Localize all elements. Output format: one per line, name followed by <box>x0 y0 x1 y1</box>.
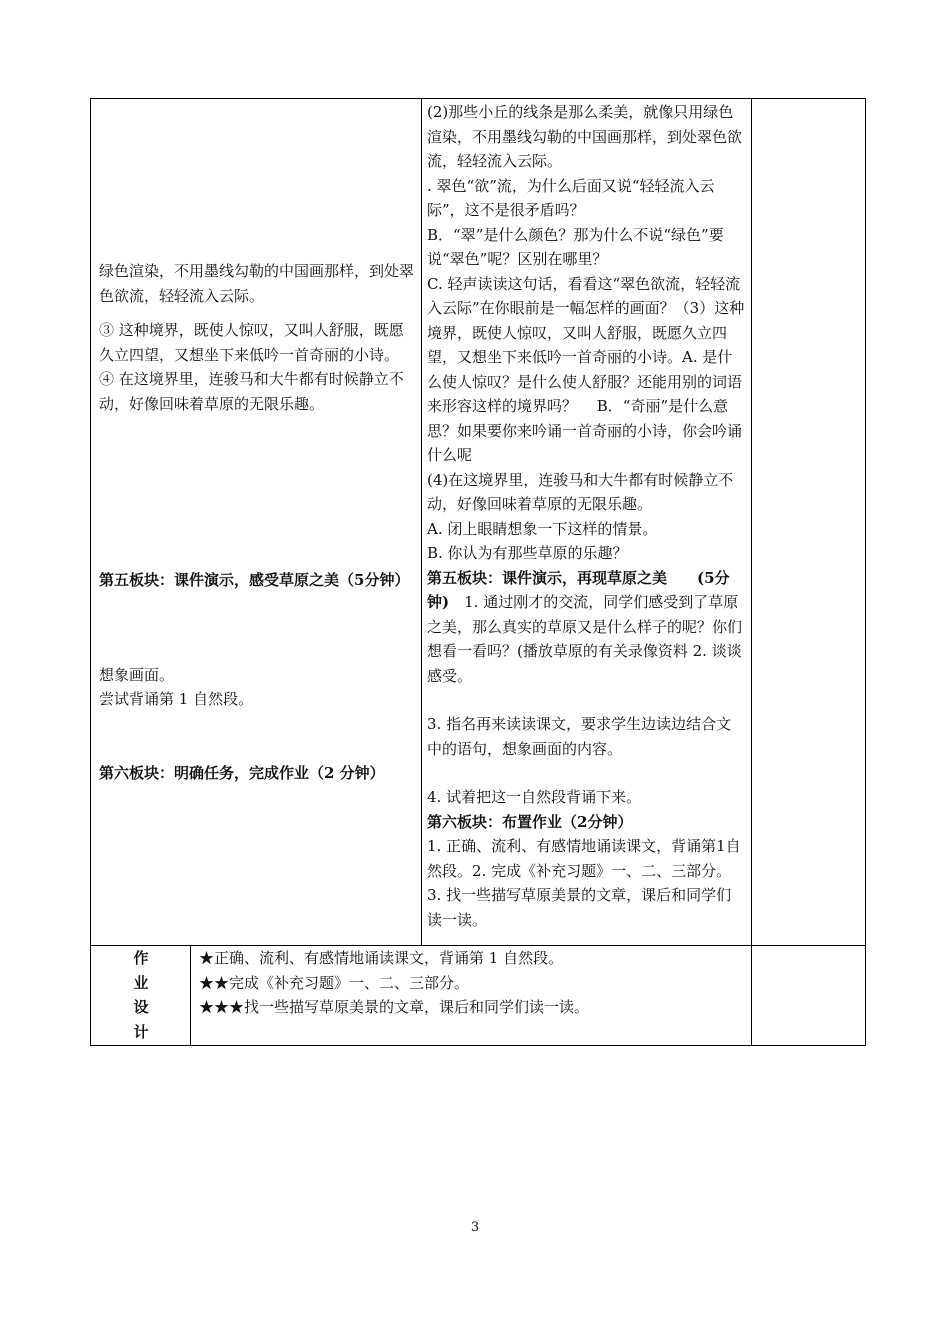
mid-line-8: 3. 指名再来读读课文，要求学生边读边结合文中的语句，想象画面的内容。 <box>427 715 732 758</box>
middle-column-content <box>427 100 745 932</box>
mid-section5-body: 1. 通过刚才的交流，同学们感受到了草原之美，那么真实的草原又是什么样子的呢？你们想看一看吗？(播放草原的有关录像资料 2. 谈谈感受。 <box>427 593 743 685</box>
homework-item: ★★完成《补充习题》一、二、三部分。 <box>199 973 470 992</box>
page-number: 3 <box>470 1220 480 1235</box>
left-recite-line: 尝试背诵第 1 自然段。 <box>99 690 254 708</box>
homework-item: ★★★找一些描写草原美景的文章，课后和同学们读一读。 <box>199 998 590 1016</box>
left-column-content <box>99 259 415 416</box>
mid-line-2: . 翠色“欲”流，为什么后面又说“轻轻流入云际”，这不是很矛盾吗？ <box>427 176 715 219</box>
mid-line-1: (2)那些小丘的线条是那么柔美，就像只用绿色渲染，不用墨线勾勒的中国画那样，到处翠色欲流，轻轻流入云际。 <box>427 103 743 170</box>
mid-line-4: C. 轻声读读这句话，看看这“翠色欲流，轻轻流入云际”在你眼前是一幅怎样的画面？（3）这种境界，既使人惊叹，又叫人舒服，既愿久立四望，又想坐下来低吟一首奇丽的小诗。A. 是什么使人惊叹？是什么使人舒服？还能用别的词语来形容这样的境界吗？ B．“奇丽”是什么意思？如果要你来吟诵一首奇丽的小诗，你会吟诵什么呢 <box>427 274 745 464</box>
homework-label <box>91 946 191 1044</box>
mid-line-5: (4)在这境界里，连骏马和大牛都有时候静立不动，好像回味着草原的无限乐趣。 <box>427 470 734 513</box>
homework-label-char: 设 <box>133 998 149 1016</box>
column-divider <box>421 99 422 946</box>
homework-label-char: 业 <box>133 973 149 992</box>
homework-item: ★正确、流利、有感情地诵读课文，背诵第 1 自然段。 <box>199 949 564 967</box>
mid-line-6: A. 闭上眼睛想象一下这样的情景。 <box>427 519 658 538</box>
left-section5-title: 第五板块：课件演示，感受草原之美（5分钟） <box>99 571 410 589</box>
homework-label-char: 作 <box>133 949 149 967</box>
lesson-plan-table <box>90 98 866 1046</box>
homework-items <box>199 946 747 1020</box>
left-section6-title: 第六板块：明确任务，完成作业（2 分钟） <box>99 764 385 782</box>
left-imagine-line: 想象画面。 <box>99 666 175 684</box>
column-divider <box>751 99 752 1045</box>
mid-line-7: B. 你认为有那些草原的乐趣？ <box>427 544 628 562</box>
mid-section5 <box>427 566 745 689</box>
mid-line-9: 4. 试着把这一自然段背诵下来。 <box>427 788 642 806</box>
left-para-1: 绿色渲染，不用墨线勾勒的中国画那样，到处翠色欲流，轻轻流入云际。 <box>99 262 415 305</box>
mid-section6-body: 1. 正确、流利、有感情地诵读课文，背诵第1自然段。2. 完成《补充习题》一、二、三部分。3. 找一些描写草原美景的文章，课后和同学们读一读。 <box>427 837 741 929</box>
mid-section6-title: 第六板块：布置作业（2分钟） <box>427 812 633 831</box>
mid-line-3: B．“翠”是什么颜色？那为什么不说“绿色”要说“翠色”呢？区别在哪里？ <box>427 225 724 268</box>
left-para-3: ④ 在这境界里，连骏马和大牛都有时候静立不动，好像回味着草原的无限乐趣。 <box>99 370 404 413</box>
mid-section5-title: 第五板块：课件演示，再现草原之美 (5分钟) <box>427 568 730 611</box>
homework-label-char: 计 <box>133 1022 149 1041</box>
left-para-2: ③ 这种境界，既使人惊叹，又叫人舒服，既愿久立四望，又想坐下来低吟一首奇丽的小诗。 <box>99 321 404 364</box>
